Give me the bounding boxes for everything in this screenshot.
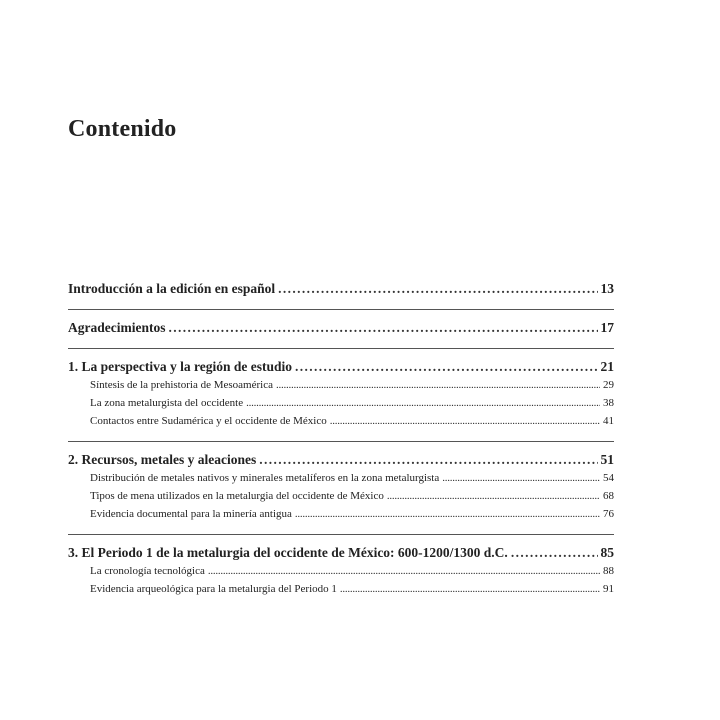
- toc-entry-label: Introducción a la edición en español: [68, 281, 276, 296]
- toc-section[interactable]: [68, 397, 614, 415]
- dot-leader: [259, 452, 597, 468]
- toc-entry-label: Contactos entre Sudamérica y el occidente de México: [90, 415, 327, 427]
- toc-entry-label: Evidencia documental para la minería antigua: [90, 508, 292, 520]
- dot-leader: [246, 397, 600, 409]
- dot-leader: [442, 472, 600, 484]
- dot-leader: [340, 583, 600, 595]
- dot-leader: [208, 565, 600, 577]
- toc-chapter-1[interactable]: [68, 359, 614, 379]
- toc-chapter-2[interactable]: [68, 452, 614, 472]
- toc-section[interactable]: [68, 490, 614, 508]
- page-title: Contenido: [68, 116, 177, 142]
- toc-entry-page: 13: [600, 281, 614, 296]
- toc-entry-page: 88: [603, 565, 614, 577]
- toc-entry-intro[interactable]: [68, 281, 614, 301]
- toc-section[interactable]: [68, 472, 614, 490]
- divider: [68, 534, 614, 535]
- toc-entry-label: Tipos de mena utilizados en la metalurgia del occidente de México: [90, 490, 384, 502]
- toc-chapter-3[interactable]: [68, 545, 614, 565]
- toc-entry-page: 91: [603, 583, 614, 595]
- divider: [68, 441, 614, 442]
- toc-section[interactable]: [68, 415, 614, 433]
- toc-entry-label: La zona metalurgista del occidente: [90, 397, 244, 409]
- toc-entry-page: 85: [600, 545, 614, 560]
- dot-leader: [295, 359, 598, 375]
- toc-entry-label: Evidencia arqueológica para la metalurgia del Periodo 1: [90, 583, 337, 595]
- dot-leader: [295, 508, 600, 520]
- toc-entry-label: 2. Recursos, metales y aleaciones: [68, 452, 257, 467]
- toc-entry-label: La cronología tecnológica: [90, 565, 205, 577]
- toc-entry-page: 38: [603, 397, 614, 409]
- table-of-contents: [68, 281, 614, 601]
- toc-entry-agradecimientos[interactable]: [68, 320, 614, 340]
- toc-entry-page: 51: [600, 452, 614, 467]
- toc-entry-page: 21: [600, 359, 614, 374]
- toc-entry-label: Síntesis de la prehistoria de Mesoamérica: [90, 379, 273, 391]
- dot-leader: [511, 545, 598, 561]
- toc-entry-page: 68: [603, 490, 614, 502]
- toc-entry-label: 1. La perspectiva y la región de estudio: [68, 359, 292, 374]
- toc-entry-page: 54: [603, 472, 614, 484]
- dot-leader: [276, 379, 600, 391]
- toc-entry-page: 76: [603, 508, 614, 520]
- divider: [68, 348, 614, 349]
- divider: [68, 309, 614, 310]
- toc-section[interactable]: [68, 379, 614, 397]
- toc-entry-label: Agradecimientos: [68, 320, 166, 335]
- toc-section[interactable]: [68, 508, 614, 526]
- toc-section[interactable]: [68, 565, 614, 583]
- dot-leader: [387, 490, 600, 502]
- toc-section[interactable]: [68, 583, 614, 601]
- dot-leader: [330, 415, 600, 427]
- toc-entry-page: 41: [603, 415, 614, 427]
- toc-entry-label: 3. El Periodo 1 de la metalurgia del occidente de México: 600-1200/1300 d.C.: [68, 545, 508, 560]
- toc-entry-label: Distribución de metales nativos y minerales metalíferos en la zona metalurgista: [90, 472, 440, 484]
- dot-leader: [168, 320, 597, 336]
- toc-entry-page: 17: [600, 320, 614, 335]
- toc-entry-page: 29: [603, 379, 614, 391]
- dot-leader: [278, 281, 597, 297]
